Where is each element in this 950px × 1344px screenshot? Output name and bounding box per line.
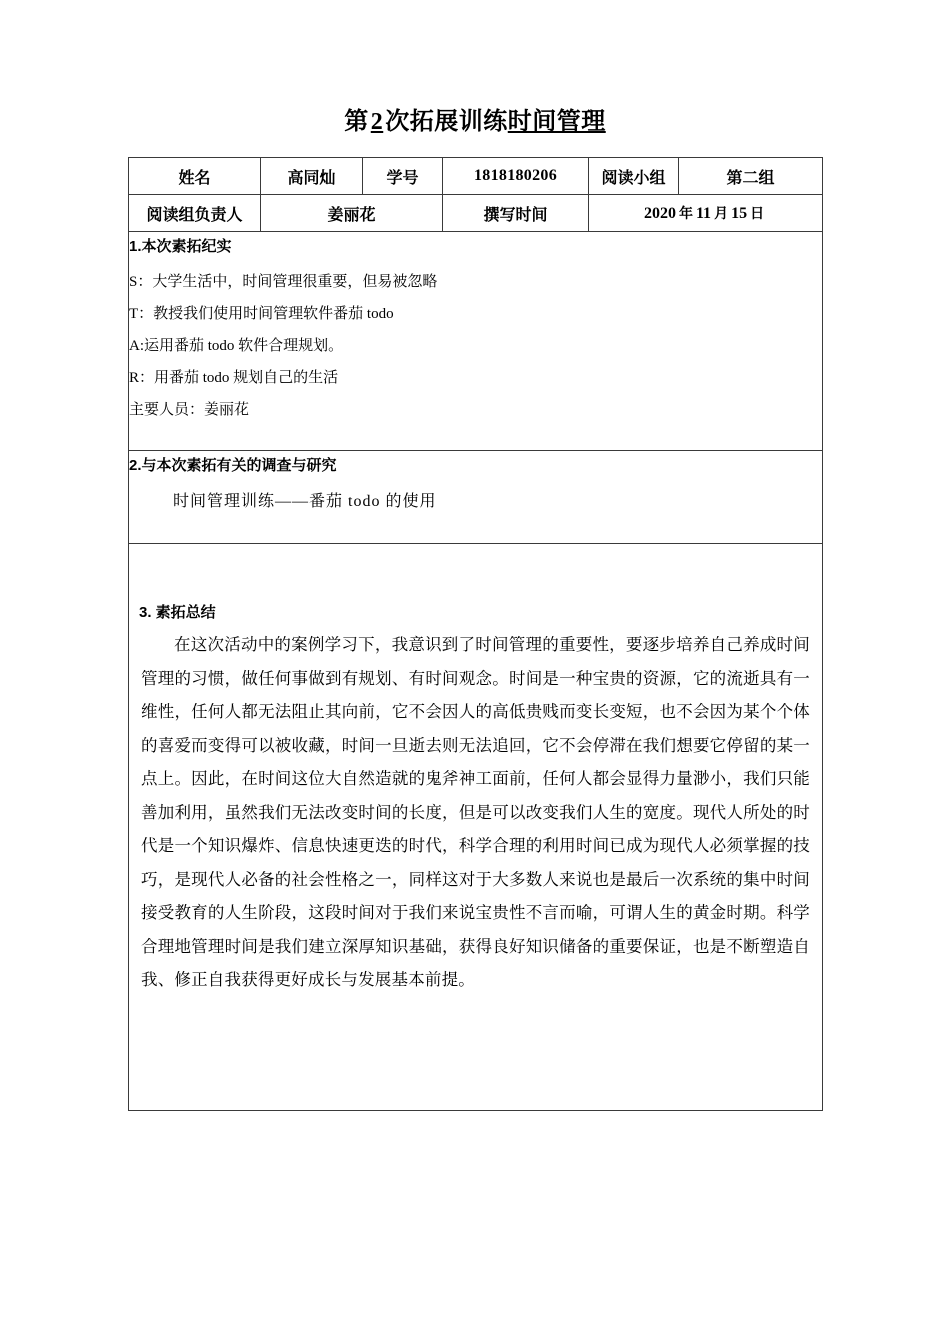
date-month: 11 <box>695 205 712 222</box>
title-topic: 时间管理 <box>507 109 606 135</box>
section-2-body: 时间管理训练——番茄 todo 的使用 <box>173 493 437 510</box>
field-value-write-date <box>589 195 823 232</box>
section-1-cell <box>129 232 823 451</box>
page-title <box>128 105 822 139</box>
date-year: 2020 <box>643 205 676 222</box>
date-month-unit: 月 <box>714 207 729 222</box>
title-session-number: 2 <box>370 109 384 135</box>
main-document-table <box>128 157 823 1111</box>
section-row-2 <box>129 451 823 544</box>
section-1-line-t: T：教授我们使用时间管理软件番茄 todo <box>129 306 394 322</box>
info-row-identity <box>129 158 823 195</box>
info-row-leader-date <box>129 195 823 232</box>
field-label-name: 姓名 <box>129 158 261 195</box>
section-1-line-s: S：大学生活中，时间管理很重要，但易被忽略 <box>129 274 438 290</box>
section-2-heading: 2.与本次素拓有关的调查与研究 <box>129 457 337 474</box>
field-label-group-leader: 阅读组负责人 <box>129 195 261 232</box>
section-row-3 <box>129 544 823 1111</box>
field-label-student-id: 学号 <box>363 158 443 195</box>
section-1-line-a: A:运用番茄 todo 软件合理规划。 <box>129 338 344 354</box>
field-value-name: 高同灿 <box>261 158 363 195</box>
section-3-cell <box>129 544 823 1111</box>
section-1-heading: 1.本次素拓纪实 <box>129 238 232 255</box>
title-middle: 次拓展训练 <box>385 109 508 135</box>
field-value-reading-group: 第二组 <box>679 158 823 195</box>
date-day-unit: 日 <box>750 207 765 222</box>
date-year-unit: 年 <box>678 207 693 222</box>
section-1-line-r: R：用番茄 todo 规划自己的生活 <box>129 370 339 386</box>
section-3-body: 在这次活动中的案例学习下，我意识到了时间管理的重要性，要逐步培养自己养成时间管理的习惯，做任何事做到有规划、有时间观念。时间是一种宝贵的资源，它的流逝具有一维性，任何人都无法阻止其向前，它不会因人的高低贵贱而变长变短，也不会因为某个个体的喜爱而变得可以被收藏，时间一旦逝去则无法追回，它不会停滞在我们想要它停留的某一点上。因此，在时间这位大自然造就的鬼斧神工面前，任何人都会显得力量渺小，我们只能善加利用，虽然我们无法改变时间的长度，但是可以改变我们人生的宽度。现代人所处的时代是一个知识爆炸、信息快速更迭的时代，科学合理的利用时间已成为现代人必须掌握的技巧，是现代人必备的社会性格之一，同样这对于大多数人来说也是最后一次系统的集中时间接受教育的人生阶段，这段时间对于我们来说宝贵性不言而喻，可谓人生的黄金时期。科学合理地管理时间是我们建立深厚知识基础，获得良好知识储备的重要保证，也是不断塑造自我、修正自我获得更好成长与发展基本前提。 <box>141 635 810 989</box>
title-prefix: 第 <box>344 109 369 135</box>
field-label-reading-group: 阅读小组 <box>589 158 679 195</box>
section-2-cell <box>129 451 823 544</box>
date-day: 15 <box>731 205 748 222</box>
section-3-heading: 3. 素拓总结 <box>139 604 216 621</box>
field-value-student-id: 1818180206 <box>443 158 589 195</box>
section-row-1 <box>129 232 823 451</box>
field-value-group-leader: 姜丽花 <box>261 195 443 232</box>
section-1-line-members: 主要人员：姜丽花 <box>129 402 250 418</box>
field-label-write-date: 撰写时间 <box>443 195 589 232</box>
